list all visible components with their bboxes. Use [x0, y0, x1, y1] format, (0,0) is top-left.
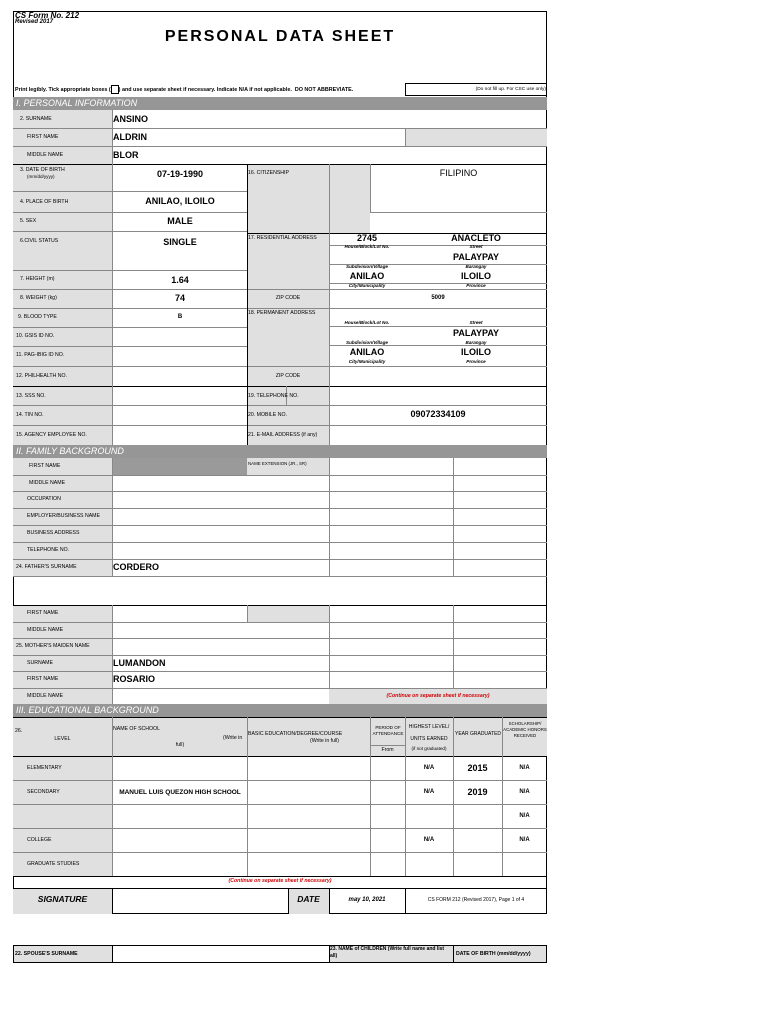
- perm-zip-label: ZIP CODE: [275, 373, 301, 379]
- spouse-telephone-label: TELEPHONE NO.: [27, 547, 70, 553]
- perm-barangay-value: PALAYPAY: [452, 328, 500, 338]
- res-province-sub: Province: [466, 283, 486, 288]
- perm-province-sub: Province: [466, 359, 486, 364]
- section-educational-background: III. EDUCATIONAL BACKGROUND: [13, 704, 547, 717]
- label-column-contact: [247, 164, 329, 445]
- edu-honors-college: N/A: [519, 837, 530, 843]
- occupation-label: OCCUPATION: [27, 496, 61, 502]
- name-ext-label: NAME EXTENSION (JR., SR): [248, 461, 307, 466]
- father-first-label: FIRST NAME: [27, 610, 59, 616]
- tick-box-sample: [111, 85, 119, 94]
- mother-first-label: FIRST NAME: [27, 676, 59, 682]
- page-title: PERSONAL DATA SHEET: [164, 28, 396, 45]
- edu-level-header: LEVEL: [54, 736, 71, 742]
- res-zip-label: ZIP CODE: [275, 295, 301, 301]
- edu-year-header: YEAR GRADUATED: [454, 731, 502, 737]
- edu-level-college: COLLEGE: [27, 837, 52, 843]
- father-surname-value: CORDERO: [113, 562, 160, 572]
- res-barangay-value: PALAYPAY: [452, 252, 500, 262]
- instructions-part2: ) and use separate sheet if necessary. Indicate N/A if not applicable.: [118, 87, 292, 93]
- mother-first-value: ROSARIO: [113, 674, 156, 684]
- mother-middle-label: MIDDLE NAME: [27, 693, 64, 699]
- spouse-middle-label: MIDDLE NAME: [29, 480, 66, 486]
- sss-label: 13. SSS NO.: [16, 393, 46, 399]
- employer-label: EMPLOYER/BUSINESS NAME: [27, 513, 100, 519]
- height-value: 1.64: [171, 275, 189, 285]
- perm-city-value: ANILAO: [349, 347, 385, 357]
- signature-label: SIGNATURE: [37, 894, 88, 904]
- edu-honors-header: SCHOLARSHIP/ ACADEMIC HONORS RECEIVED: [503, 721, 547, 738]
- edu-honors-secondary: N/A: [519, 789, 530, 795]
- children-label: 23. NAME of CHILDREN (Write full name and list all): [330, 946, 445, 959]
- weight-value: 74: [174, 293, 185, 303]
- spouse-first-label: FIRST NAME: [29, 463, 61, 469]
- pagibig-label: 11. PAG-IBIG ID NO.: [16, 352, 65, 358]
- child-dob-label: DATE OF BIRTH (mm/dd/yyyy): [456, 951, 531, 957]
- signature-field[interactable]: [113, 889, 288, 914]
- spouse-first-dark: [113, 458, 247, 475]
- edu-full: full): [175, 742, 185, 748]
- philhealth-label: 12. PHILHEALTH NO.: [16, 373, 67, 379]
- telephone-label: 19. TELEPHONE NO.: [248, 393, 299, 399]
- instructions: [15, 85, 353, 94]
- weight-label: 8. WEIGHT (kg): [20, 295, 57, 301]
- email-label: 21. E-MAIL ADDRESS (if any): [248, 432, 318, 438]
- edu-level-column: [13, 756, 112, 876]
- citizenship-gray: [329, 164, 370, 233]
- middle-name-value: BLOR: [113, 150, 139, 160]
- first-name-value: ALDRIN: [113, 132, 147, 142]
- blood-type-label: 9. BLOOD TYPE: [18, 314, 57, 320]
- edu-school-header: NAME OF SCHOOL: [113, 726, 160, 732]
- perm-subdivision-sub: Subdivision/Village: [346, 340, 388, 345]
- civil-status-value: SINGLE: [163, 237, 197, 247]
- edu-from-header: From: [381, 747, 394, 753]
- perm-barangay-sub: Barangay: [465, 340, 487, 345]
- edu-period-header: PERIOD OF ATTENDANCE: [372, 725, 404, 736]
- business-address-label: BUSINESS ADDRESS: [27, 530, 80, 536]
- res-house-sub: House/Block/Lot No.: [344, 244, 390, 249]
- first-name-label: FIRST NAME: [27, 134, 59, 140]
- edu-honors-elementary: N/A: [519, 765, 530, 771]
- date-value: may 10, 2021: [348, 897, 386, 903]
- res-city-sub: City/Municipality: [348, 283, 386, 288]
- edu-write-in: (Write in: [223, 735, 243, 741]
- pob-value: ANILAO, ILOILO: [145, 196, 215, 206]
- mother-surname-label: SURNAME: [27, 660, 53, 666]
- res-subdivision-sub: Subdivision/Village: [346, 264, 388, 269]
- date-label: DATE: [297, 894, 320, 904]
- edu-not-grad: (if not graduated): [411, 746, 447, 751]
- father-name-ext-cell: [247, 605, 329, 622]
- gsis-label: 10. GSIS ID NO.: [16, 333, 55, 339]
- edu-highest-header: HIGHEST LEVEL/ UNITS EARNED: [408, 724, 450, 742]
- res-street-value: ANACLETO: [451, 233, 501, 243]
- edu-num: 26.: [15, 728, 23, 734]
- citizenship-value: FILIPINO: [439, 168, 478, 178]
- perm-province-value: ILOILO: [461, 347, 491, 357]
- instructions-emphasis: DO NOT ABBREVIATE.: [294, 87, 354, 93]
- family-continue-note: (Continue on separate sheet if necessary): [386, 693, 490, 699]
- father-surname-label: 24. FATHER'S SURNAME: [16, 564, 77, 570]
- edu-course-write: (Write in full): [310, 738, 340, 744]
- pob-label: 4. PLACE OF BIRTH: [20, 199, 69, 205]
- agency-no-label: 15. AGENCY EMPLOYEE NO.: [16, 432, 87, 438]
- edu-level-graduate: GRADUATE STUDIES: [27, 861, 80, 867]
- mother-surname-value: LUMANDON: [113, 658, 166, 668]
- civil-status-label: 6.CIVIL STATUS: [20, 238, 59, 244]
- res-barangay-sub: Barangay: [465, 264, 487, 269]
- edu-course-header: BASIC EDUCATION/DEGREE/COURSE: [248, 731, 343, 737]
- res-address-label: 17. RESIDENTIAL ADDRESS: [248, 235, 317, 241]
- edu-level-secondary: SECONDARY: [27, 789, 60, 795]
- tin-label: 14. TIN NO.: [16, 412, 44, 418]
- perm-address-label: 18. PERMANENT ADDRESS: [248, 310, 316, 316]
- citizenship-label: 16. CITIZENSHIP: [248, 170, 289, 176]
- edu-continue-note: (Continue on separate sheet if necessary): [228, 878, 332, 884]
- res-house-value: 2745: [356, 233, 378, 243]
- res-province-value: ILOILO: [461, 271, 491, 281]
- edu-year-elementary: 2015: [467, 763, 488, 773]
- mother-maiden-label: 25. MOTHER'S MAIDEN NAME: [16, 643, 90, 649]
- form-number: CS Form No. 212: [15, 11, 80, 20]
- page-note: CS FORM 212 (Revised 2017), Page 1 of 4: [427, 897, 525, 903]
- perm-street-sub: Street: [469, 320, 483, 325]
- sex-value: MALE: [167, 216, 193, 226]
- blood-type-value: B: [177, 314, 183, 320]
- res-zip-value: 5009: [431, 295, 445, 301]
- dob-hint: (mm/dd/yyyy): [27, 174, 55, 179]
- csc-note: (Do not fill up. For CSC use only): [475, 87, 546, 92]
- height-label: 7. HEIGHT (m): [20, 276, 55, 282]
- section-family-background: II. FAMILY BACKGROUND: [13, 445, 547, 458]
- edu-level-elementary: ELEMENTARY: [27, 765, 62, 771]
- form-revision: Revised 2017: [15, 19, 54, 25]
- edu-school-secondary: MANUEL LUIS QUEZON HIGH SCHOOL: [119, 789, 241, 796]
- name-ext-gray: [405, 128, 547, 146]
- dob-value: 07-19-1990: [156, 169, 204, 179]
- sex-label: 5. SEX: [20, 218, 37, 224]
- mobile-label: 20. MOBILE NO.: [248, 412, 287, 418]
- middle-name-label: MIDDLE NAME: [27, 152, 64, 158]
- edu-highest-secondary: N/A: [423, 789, 435, 795]
- perm-city-sub: City/Municipality: [348, 359, 386, 364]
- edu-year-secondary: 2019: [467, 787, 488, 797]
- surname-label: 2. SURNAME: [20, 116, 52, 122]
- section-personal-info: I. PERSONAL INFORMATION: [13, 97, 547, 110]
- edu-highest-elementary: N/A: [423, 765, 435, 771]
- mobile-value: 09072334109: [410, 409, 466, 419]
- instructions-part1: Print legibly. Tick appropriate boxes (: [15, 87, 111, 93]
- edu-honors-vocational: N/A: [519, 813, 530, 819]
- perm-house-sub: House/Block/Lot No.: [344, 320, 390, 325]
- res-city-value: ANILAO: [349, 271, 385, 281]
- surname-value: ANSINO: [113, 114, 149, 124]
- dob-label: 3. DATE OF BIRTH: [20, 167, 65, 173]
- res-street-sub: Street: [469, 244, 483, 249]
- edu-highest-college: N/A: [423, 837, 435, 843]
- father-middle-label: MIDDLE NAME: [27, 627, 64, 633]
- spouse-surname-label: 22. SPOUSE'S SURNAME: [15, 951, 78, 957]
